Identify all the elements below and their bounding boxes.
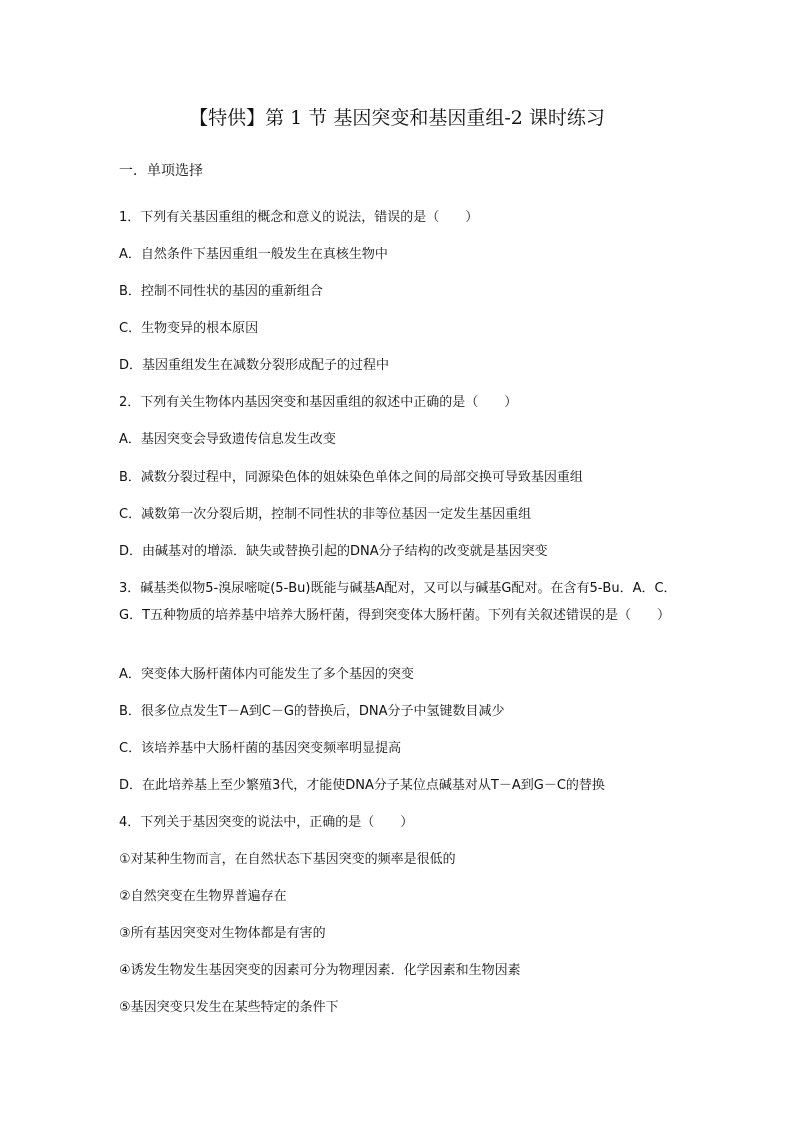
question-4-statement-5: ⑤基因突变只发生在某些特定的条件下 xyxy=(119,1000,339,1015)
question-2-option-b: B．减数分裂过程中，同源染色体的姐妹染色单体之间的局部交换可导致基因重组 xyxy=(119,470,583,485)
question-4-stem: 4．下列关于基因突变的说法中，正确的是（ ） xyxy=(119,815,414,830)
question-4-statement-2: ②自然突变在生物界普遍存在 xyxy=(119,889,287,904)
question-3-option-b: B．很多位点发生T－A到C－G的替换后，DNA分子中氢键数目减少 xyxy=(119,704,505,719)
question-1-option-d: D．基因重组发生在减数分裂形成配子的过程中 xyxy=(119,358,390,373)
question-3-option-c: C．该培养基中大肠杆菌的基因突变频率明显提高 xyxy=(119,741,402,756)
question-3-option-d: D．在此培养基上至少繁殖3代，才能使DNA分子某位点碱基对从T－A到G－C的替换 xyxy=(119,778,605,793)
question-4-statement-4: ④诱发生物发生基因突变的因素可分为物理因素．化学因素和生物因素 xyxy=(119,963,521,978)
question-2-option-c: C．减数第一次分裂后期，控制不同性状的非等位基因一定发生基因重组 xyxy=(119,507,532,522)
question-1-option-b: B．控制不同性状的基因的重新组合 xyxy=(119,284,323,299)
question-3-stem: 3．碱基类似物5-溴尿嘧啶(5-Bu)既能与碱基A配对，又可以与碱基G配对。在含有5-Bu．A．C．G．T五种物质的培养基中培养大肠杆菌，得到突变体大肠杆菌。下列有关叙述错误的是（ ） xyxy=(119,581,677,623)
question-1-option-a: A．自然条件下基因重组一般发生在真核生物中 xyxy=(119,247,388,262)
section-heading: 一．单项选择 xyxy=(119,163,203,179)
question-2-stem: 2．下列有关生物体内基因突变和基因重组的叙述中正确的是（ ） xyxy=(119,395,518,410)
question-3-option-a: A．突变体大肠杆菌体内可能发生了多个基因的突变 xyxy=(119,667,414,682)
question-2-option-a: A．基因突变会导致遗传信息发生改变 xyxy=(119,432,336,447)
question-4-statement-3: ③所有基因突变对生物体都是有害的 xyxy=(119,926,326,941)
question-1-option-c: C．生物变异的根本原因 xyxy=(119,321,259,336)
question-2-option-d: D．由碱基对的增添．缺失或替换引起的DNA分子结构的改变就是基因突变 xyxy=(119,544,548,559)
question-1-stem: 1．下列有关基因重组的概念和意义的说法，错误的是（ ） xyxy=(119,210,479,225)
document-title: 【特供】第 1 节 基因突变和基因重组-2 课时练习 xyxy=(189,107,605,129)
question-4-statement-1: ①对某种生物而言，在自然状态下基因突变的频率是很低的 xyxy=(119,852,456,867)
